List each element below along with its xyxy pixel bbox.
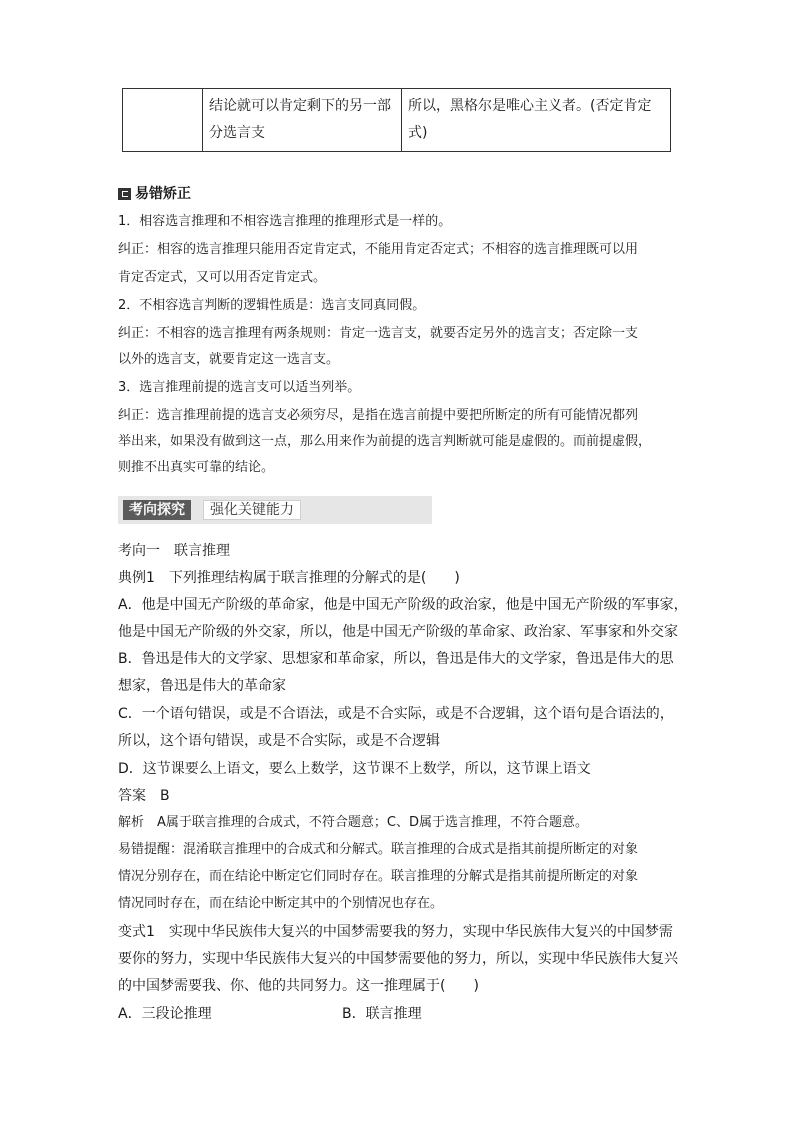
error-line: 3．选言推理前提的选言支可以适当列举。	[118, 380, 361, 395]
error-line: 举出来，如果没有做到这一点，那么用来作为前提的选言判断就可能是虚假的。而前提虚假，	[118, 434, 652, 449]
section-title-error-correction: 易错矫正	[135, 186, 191, 202]
explanation: 解析 A属于联言推理的合成式，不符合题意；C、D属于选言推理，不符合题意。	[118, 815, 588, 830]
table-cell-empty	[123, 89, 203, 151]
option-b-line1: B．鲁迅是伟大的文学家、思想家和革命家，所以，鲁迅是伟大的文学家，鲁迅是伟大的思	[118, 651, 674, 667]
banner-label-explore: 考向探究	[123, 500, 191, 520]
variant-question-line2: 要你的努力，实现中华民族伟大复兴的中国梦需要他的努力，所以，实现中华民族伟大复兴	[118, 951, 678, 967]
section-banner	[118, 496, 432, 524]
error-line: 纠正：选言推理前提的选言支必须穷尽，是指在选言前提中要把所断定的所有可能情况都列	[118, 408, 639, 423]
table-cell-conclusion-line1: 结论就可以肯定剩下的另一部	[209, 98, 391, 114]
error-line: 纠正：相容的选言推理只能用否定肯定式，不能用肯定否定式；不相容的选言推理既可以用	[118, 242, 639, 257]
error-reminder-line2: 情况分别存在，而在结论中断定它们同时存在。联言推理的分解式是指其前提所断定的对象	[118, 869, 639, 884]
error-line: 2．不相容选言判断的逻辑性质是：选言支同真同假。	[118, 298, 426, 313]
section-marker-icon	[118, 188, 131, 200]
topic-heading: 考向一 联言推理	[118, 543, 230, 559]
variant-question-line1: 变式1 实现中华民族伟大复兴的中国梦需要我的努力，实现中华民族伟大复兴的中国梦需	[118, 924, 673, 940]
banner-label-ability: 强化关键能力	[203, 500, 301, 520]
option-a-line2: 他是中国无产阶级的外交家，所以，他是中国无产阶级的革命家、政治家、军事家和外交家	[118, 624, 678, 640]
table-cell-conclusion-line2: 分选言支	[209, 125, 265, 141]
error-reminder-line3: 情况同时存在，而在结论中断定其中的个别情况也存在。	[118, 896, 444, 911]
error-reminder-line1: 易错提醒：混淆联言推理中的合成式和分解式。联言推理的合成式是指其前提所断定的对象	[118, 842, 639, 857]
option-b-line2: 想家，鲁迅是伟大的革命家	[118, 678, 286, 694]
variant-option-a: A．三段论推理	[118, 1006, 212, 1022]
error-line: 肯定否定式，又可以用否定肯定式。	[118, 270, 327, 285]
error-line: 以外的选言支，就要肯定这一选言支。	[118, 352, 340, 367]
table-cell-example	[402, 89, 670, 151]
option-c-line2: 所以，这个语句错误，或是不合实际，或是不合逻辑	[118, 733, 440, 749]
variant-option-b: B．联言推理	[342, 1006, 422, 1022]
error-line: 纠正：不相容的选言推理有两条规则：肯定一选言支，就要否定另外的选言支；否定除一支	[118, 326, 639, 341]
error-line: 1．相容选言推理和不相容选言推理的推理形式是一样的。	[118, 214, 452, 229]
table-cell-conclusion	[203, 89, 402, 151]
option-d: D．这节课要么上语文，要么上数学，这节课不上数学，所以，这节课上语文	[118, 761, 591, 777]
error-line: 则推不出真实可靠的结论。	[118, 460, 275, 475]
option-c-line1: C．一个语句错误，或是不合语法，或是不合实际，或是不合逻辑，这个语句是合语法的，	[118, 706, 674, 722]
option-a-line1: A．他是中国无产阶级的革命家，他是中国无产阶级的政治家，他是中国无产阶级的军事家，	[118, 597, 688, 613]
variant-question-line3: 的中国梦需要我、你、他的共同努力。这一推理属于( )	[118, 978, 479, 994]
reasoning-table-fragment	[122, 88, 671, 152]
example-question: 典例1 下列推理结构属于联言推理的分解式的是( )	[118, 570, 460, 586]
answer: 答案 B	[118, 788, 170, 804]
table-cell-example-text: 所以，黑格尔是唯心主义者。(否定肯定式)	[408, 98, 652, 141]
